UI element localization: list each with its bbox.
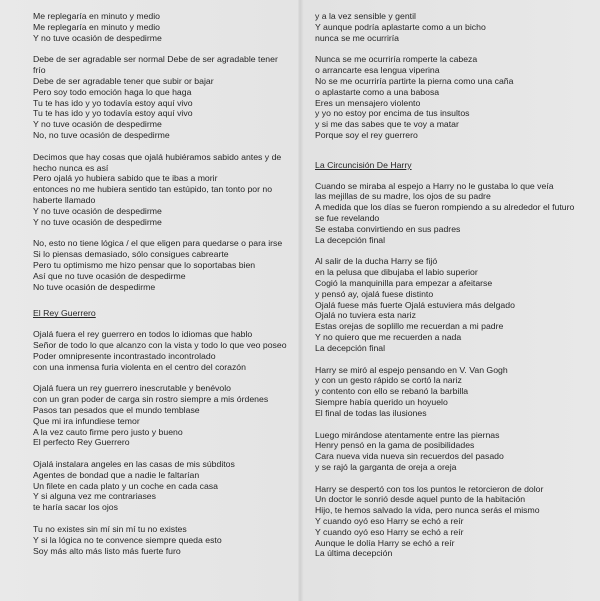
lyric-line: Luego mirándose atentamente entre las piernas: [315, 429, 500, 440]
lyric-line: Harry se despertó con tos los puntos le retorcieron de dolor: [315, 483, 544, 494]
stanza: [315, 484, 577, 560]
lyric-line: Porque soy el rey guerrero: [315, 129, 418, 140]
lyric-line: La última decepción: [315, 548, 393, 559]
lyric-line: Ojalá fuese más fuerte Ojalá estuviera más delgado: [315, 299, 515, 310]
lyric-line: Y cuando oyó eso Harry se echó a reír: [315, 516, 464, 527]
lyric-line: No, no tuve ocasión de despedirme: [33, 129, 170, 140]
lyric-line: te haría sacar los ojos: [33, 502, 118, 513]
lyric-line: Y no quiero que me recuerden a nada: [315, 331, 462, 342]
lyric-line: Tu no existes sin mí sin mí tu no existes: [33, 524, 187, 535]
lyric-line: Poder omnipresente incontrastado incontrolado: [33, 350, 216, 361]
lyric-line: Pero tu optimismo me hizo pensar que lo soportabas bien: [33, 259, 256, 270]
lyric-line: con una inmensa furia violenta en el centro del corazón: [33, 361, 246, 372]
lyric-line: Y cuando oyó eso Harry se echó a reír: [315, 526, 464, 537]
stanza: [33, 152, 291, 228]
lyric-line: A la vez cauto firme pero justo y bueno: [33, 426, 183, 437]
lyric-line: Y aunque podría aplastarte como a un bicho: [315, 21, 486, 32]
lyric-line: Pero soy todo emoción haga lo que haga: [33, 86, 192, 97]
lyric-line: Estas orejas de soplillo me recuerdan a mi padre: [315, 321, 504, 332]
lyric-line: El perfecto Rey Guerrero: [33, 437, 130, 448]
left-column: [33, 11, 291, 567]
lyric-line: Pasos tan pesados que el mundo temblase: [33, 404, 200, 415]
right-column: [315, 11, 577, 570]
lyric-line: y con un gesto rápido se cortó la nariz: [315, 375, 462, 386]
lyric-line: Me replegaría en minuto y medio: [33, 21, 160, 32]
lyric-line: Que mi ira infundiese temor: [33, 415, 140, 426]
left-stanzas-bottom: [33, 329, 291, 556]
lyric-line: Señor de todo lo que alcanzo con la vista y todo lo que veo poseo: [33, 339, 287, 350]
lyric-line: Cara nueva vida nueva sin recuerdos del pasado: [315, 451, 504, 462]
stanza: [315, 256, 577, 353]
lyric-line: Ojalá fuera un rey guerrero inescrutable y benévolo: [33, 383, 231, 394]
left-stanzas-top: [33, 11, 291, 292]
stanza: [315, 430, 577, 473]
lyric-line: Henry pensó en la gama de posibilidades: [315, 440, 475, 451]
lyric-line: Cogió la manquinilla para empezar a afeitarse: [315, 277, 493, 288]
lyric-line: Ojalá no tuviera esta nariz: [315, 310, 416, 321]
lyric-line: No, esto no tiene lógica / el que eligen para quedarse o para irse: [33, 238, 283, 249]
lyric-line: Se estaba convirtiendo en sus padres: [315, 223, 461, 234]
lyric-line: El final de todas las ilusiones: [315, 407, 427, 418]
right-stanzas-bottom: [315, 181, 577, 560]
lyric-line: y se rajó la garganta de oreja a oreja: [315, 461, 457, 472]
lyric-line: o arrancarte esa lengua viperina: [315, 65, 440, 76]
lyric-line: La decepción final: [315, 234, 386, 245]
stanza: [33, 383, 291, 448]
lyric-line: las mejillas de su madre, los ojos de su padre: [315, 191, 491, 202]
lyric-line: Debe de ser agradable tener que subir or bajar: [33, 75, 214, 86]
lyric-line: Y si la lógica no te convence siempre queda esto: [33, 534, 222, 545]
lyric-line: Y si alguna vez me contrariases: [33, 491, 156, 502]
lyric-line: Hijo, te hemos salvado la vida, pero nunca serás el mismo: [315, 505, 540, 516]
stanza: [33, 54, 291, 140]
lyric-line: Al salir de la ducha Harry se fijó: [315, 256, 438, 267]
stanza: [315, 54, 577, 140]
stanza: [315, 365, 577, 419]
stanza: [33, 524, 291, 556]
lyric-line: Pero ojalá yo hubiera sabido que te ibas a morir: [33, 173, 218, 184]
lyric-line: nunca se me ocurriría: [315, 32, 400, 43]
song-title-la-circuncision-de-harry: La Circuncisión De Harry: [315, 159, 412, 170]
lyric-line: Agentes de bondad que a nadie le faltarían: [33, 469, 200, 480]
right-stanzas-top: [315, 11, 577, 141]
lyric-line: Soy más alto más listo más fuerte furo: [33, 545, 181, 556]
lyric-line: en la pelusa que dibujaba el labio superior: [315, 267, 478, 278]
lyric-line: Debe de ser agradable ser normal Debe de ser agradable tener frío: [33, 54, 278, 76]
lyric-line: Cuando se miraba al espejo a Harry no le gustaba lo que veía: [315, 180, 554, 191]
lyric-line: y pensó ay, ojalá fuese distinto: [315, 288, 434, 299]
lyric-line: Y no tuve ocasión de despedirme: [33, 216, 162, 227]
lyric-line: Ojalá instalara angeles en las casas de mis súbditos: [33, 459, 235, 470]
stanza: [315, 181, 577, 246]
stanza: [33, 11, 291, 43]
stanza: [33, 329, 291, 372]
lyric-line: Decimos que hay cosas que ojalá hubiéramos sabido antes y de hecho nunca es así: [33, 151, 282, 173]
lyric-line: y a la vez sensible y gentil: [315, 11, 416, 21]
lyric-line: Un doctor le sonrió desde aquel punto de la habitación: [315, 494, 526, 505]
lyric-line: Y no tuve ocasión de despedirme: [33, 32, 162, 43]
lyric-line: No se me ocurriría partirte la pierna como una caña: [315, 75, 514, 86]
lyric-line: Y no tuve ocasión de despedirme: [33, 205, 162, 216]
lyric-line: o aplastarte como a una babosa: [315, 86, 440, 97]
stanza: [315, 11, 577, 43]
lyric-line: Nunca se me ocurriría romperte la cabeza: [315, 54, 478, 65]
lyric-line: Un filete en cada plato y un coche en cada casa: [33, 480, 218, 491]
lyric-line: A medida que los días se fueron rompiendo a su alrededor el futuro se fue revelando: [315, 202, 575, 223]
lyric-line: La decepción final: [315, 342, 386, 353]
lyric-line: Aunque le dolía Harry se echó a reír: [315, 537, 455, 548]
lyric-line: con un gran poder de carga sin rostro siempre a mis órdenes: [33, 394, 269, 405]
lyric-line: Si lo piensas demasiado, sólo consigues cabrearte: [33, 249, 229, 260]
lyric-line: Me replegaría en minuto y medio: [33, 11, 160, 21]
lyric-line: Tu te has ido y yo todavía estoy aquí vivo: [33, 108, 193, 119]
stanza: [33, 459, 291, 513]
lyric-line: y si me das sabes que te voy a matar: [315, 119, 459, 130]
lyric-line: Ojalá fuera el rey guerrero en todos lo idiomas que hablo: [33, 329, 253, 340]
lyric-line: y contento con ello se rebanó la barbilla: [315, 386, 469, 397]
lyric-line: Siempre había querido un hoyuelo: [315, 396, 448, 407]
lyric-line: entonces no me hubiera sentido tan estúpido, tan tonto por no haberte llamado: [33, 184, 273, 205]
lyric-line: y yo no estoy por encima de tus insultos: [315, 108, 470, 119]
lyric-line: Así que no tuve ocasión de despedirme: [33, 270, 186, 281]
stanza: [33, 238, 291, 292]
lyric-line: No tuve ocasión de despedirme: [33, 281, 156, 292]
lyric-line: Tu te has ido y yo todavía estoy aquí vivo: [33, 97, 193, 108]
song-title-el-rey-guerrero: El Rey Guerrero: [33, 308, 96, 319]
lyric-line: Y no tuve ocasión de despedirme: [33, 119, 162, 130]
lyric-line: Eres un mensajero violento: [315, 97, 421, 108]
lyric-line: Harry se miró al espejo pensando en V. Van Gogh: [315, 364, 508, 375]
